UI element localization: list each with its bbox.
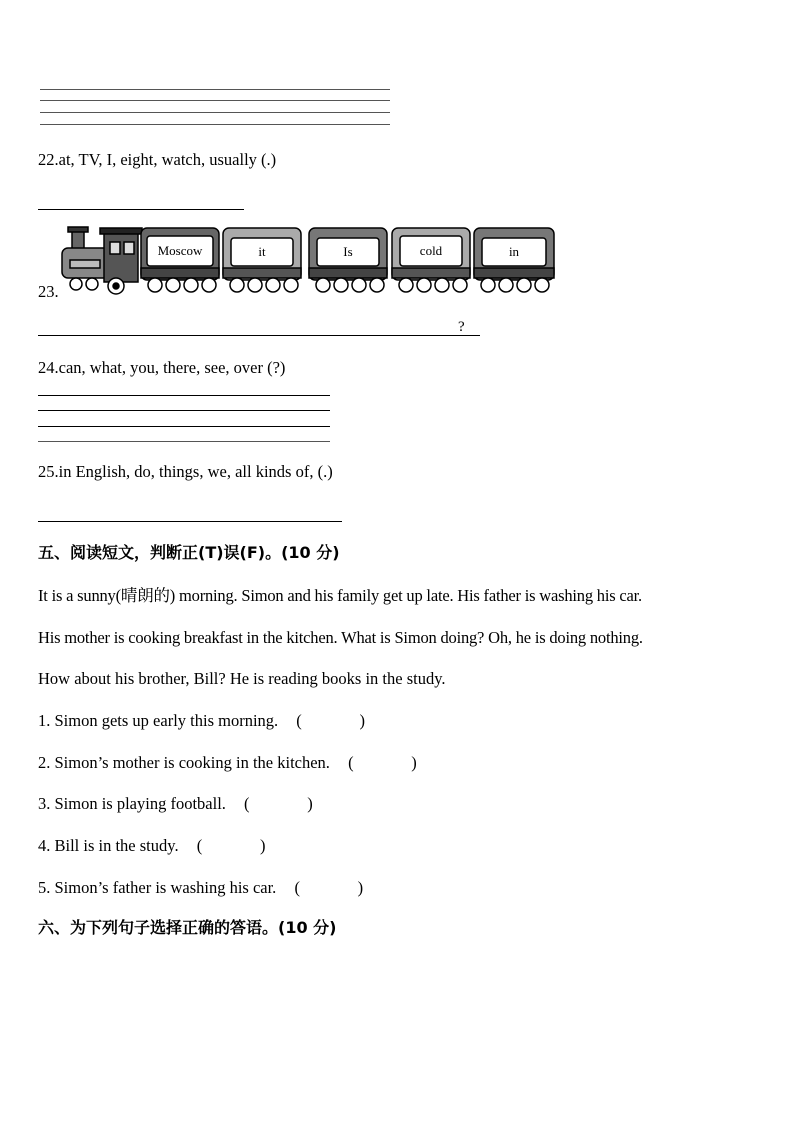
tf-item-3: [38, 794, 313, 814]
tf-answer-blank[interactable]: ( ): [348, 753, 417, 772]
tf-item-text: 1. Simon gets up early this morning.: [38, 711, 279, 730]
tf-item-5: [38, 878, 363, 898]
locomotive-icon: [62, 227, 142, 294]
tf-answer-blank[interactable]: ( ): [296, 711, 366, 730]
answer-line: [40, 100, 390, 101]
passage-line: His mother is cooking breakfast in the kitchen. What is Simon doing? Oh, he is doing nothing.: [38, 628, 643, 647]
answer-line[interactable]: [38, 426, 330, 427]
question-23-number: 23.: [38, 282, 59, 301]
section-6-title: 六、为下列句子选择正确的答语。(10 分): [38, 918, 337, 937]
question-23-end-mark: ?: [458, 319, 465, 335]
answer-line[interactable]: [38, 395, 330, 396]
tf-item-text: 2. Simon’s mother is cooking in the kitchen.: [38, 753, 330, 772]
answer-line-25[interactable]: [38, 521, 342, 522]
train-car-label: Moscow: [157, 243, 203, 258]
tf-item-text: 3. Simon is playing football.: [38, 794, 226, 813]
question-24: 24.can, what, you, there, see, over (?): [38, 358, 286, 377]
answer-line: [40, 112, 390, 113]
train-illustration: [60, 224, 560, 298]
tf-answer-blank[interactable]: ( ): [244, 794, 313, 813]
train-car-label: in: [508, 244, 520, 259]
tf-item-2: [38, 753, 417, 773]
tf-item-text: 4. Bill is in the study.: [38, 836, 179, 855]
section-5-title: 五、阅读短文，判断正(T)误(F)。(10 分): [38, 543, 340, 562]
tf-item-1: [38, 711, 365, 731]
tf-answer-blank[interactable]: ( ): [294, 878, 364, 897]
tf-answer-blank[interactable]: ( ): [196, 836, 266, 855]
answer-line: [40, 124, 390, 125]
train-car-label: cold: [419, 243, 443, 258]
passage-line: How about his brother, Bill? He is reading books in the study.: [38, 669, 446, 688]
answer-line[interactable]: [38, 410, 330, 411]
train-car-label: Is: [343, 244, 353, 259]
answer-line[interactable]: [38, 441, 330, 442]
train-car-label: it: [258, 244, 266, 259]
question-22: 22.at, TV, I, eight, watch, usually (.): [38, 150, 277, 169]
tf-item-4: [38, 836, 265, 856]
tf-item-text: 5. Simon’s father is washing his car.: [38, 878, 277, 897]
answer-line: [40, 89, 390, 90]
answer-line-22[interactable]: [38, 209, 244, 210]
question-25: 25.in English, do, things, we, all kinds of, (.): [38, 462, 333, 481]
answer-line-23[interactable]: [38, 335, 480, 336]
passage-line: It is a sunny(晴朗的) morning. Simon and his family get up late. His father is washing his car.: [38, 586, 642, 605]
